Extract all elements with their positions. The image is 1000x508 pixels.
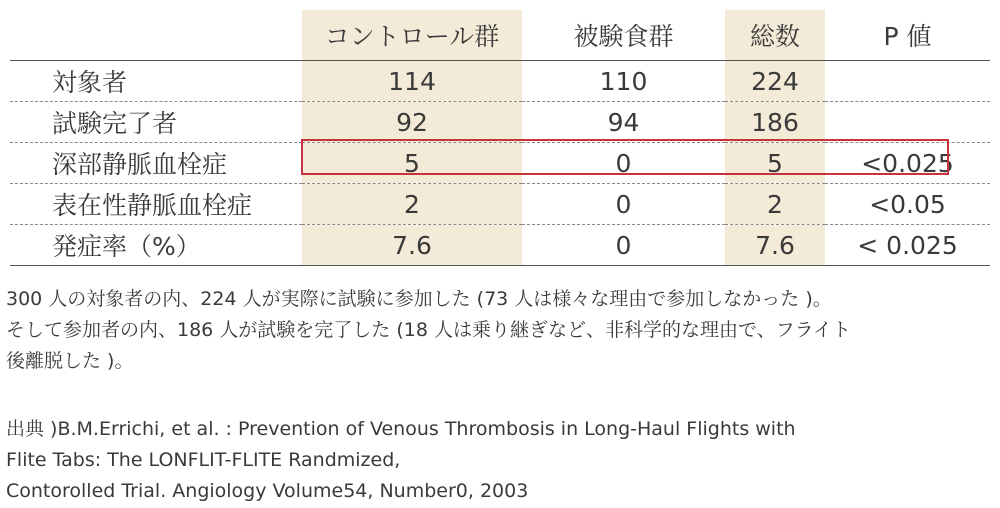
table-row <box>10 184 990 225</box>
table-row <box>10 143 990 184</box>
header-p-value: P 値 <box>825 10 990 61</box>
header-total: 総数 <box>725 10 825 61</box>
cell-test-food: 0 <box>522 184 725 225</box>
cell-p-value: <0.05 <box>825 184 990 225</box>
cell-test-food: 94 <box>522 102 725 143</box>
cell-p-value: < 0.025 <box>825 225 990 266</box>
cell-total: 224 <box>725 61 825 102</box>
cell-p-value <box>825 61 990 102</box>
cell-control: 5 <box>302 143 522 184</box>
note-line: 300 人の対象者の内、224 人が実際に試験に参加した (73 人は様々な理由で参加しなかった )。 <box>6 288 832 310</box>
row-label: 深部静脈血栓症 <box>10 143 302 184</box>
cell-p-value <box>825 102 990 143</box>
cell-p-value: <0.025 <box>825 143 990 184</box>
row-label: 表在性静脈血栓症 <box>10 184 302 225</box>
note-line: 後離脱した )。 <box>6 350 134 372</box>
results-table-wrapper <box>10 10 990 266</box>
results-table <box>10 10 990 266</box>
source-citation <box>6 414 996 507</box>
citation-line: Flite Tabs: The LONFLIT-FLITE Randmized, <box>6 449 401 471</box>
cell-control: 92 <box>302 102 522 143</box>
row-label: 対象者 <box>10 61 302 102</box>
table-header-row <box>10 10 990 61</box>
cell-total: 186 <box>725 102 825 143</box>
header-blank <box>10 10 302 61</box>
header-control-group: コントロール群 <box>302 10 522 61</box>
header-test-food-group: 被験食群 <box>522 10 725 61</box>
citation-line: 出典 )B.M.Errichi, et al. : Prevention of Venous Thrombosis in Long-Haul Flights with <box>6 418 796 440</box>
citation-line: Contorolled Trial. Angiology Volume54, Number0, 2003 <box>6 480 529 502</box>
row-label: 試験完了者 <box>10 102 302 143</box>
cell-total: 5 <box>725 143 825 184</box>
cell-test-food: 0 <box>522 143 725 184</box>
table-row <box>10 102 990 143</box>
cell-control: 2 <box>302 184 522 225</box>
cell-control: 7.6 <box>302 225 522 266</box>
cell-test-food: 110 <box>522 61 725 102</box>
cell-total: 2 <box>725 184 825 225</box>
table-row <box>10 61 990 102</box>
cell-total: 7.6 <box>725 225 825 266</box>
cell-test-food: 0 <box>522 225 725 266</box>
study-notes <box>6 284 996 377</box>
row-label: 発症率（%） <box>10 225 302 266</box>
note-line: そして参加者の内、186 人が試験を完了した (18 人は乗り継ぎなど、非科学的な理由で、フライト <box>6 319 852 341</box>
table-row <box>10 225 990 266</box>
cell-control: 114 <box>302 61 522 102</box>
